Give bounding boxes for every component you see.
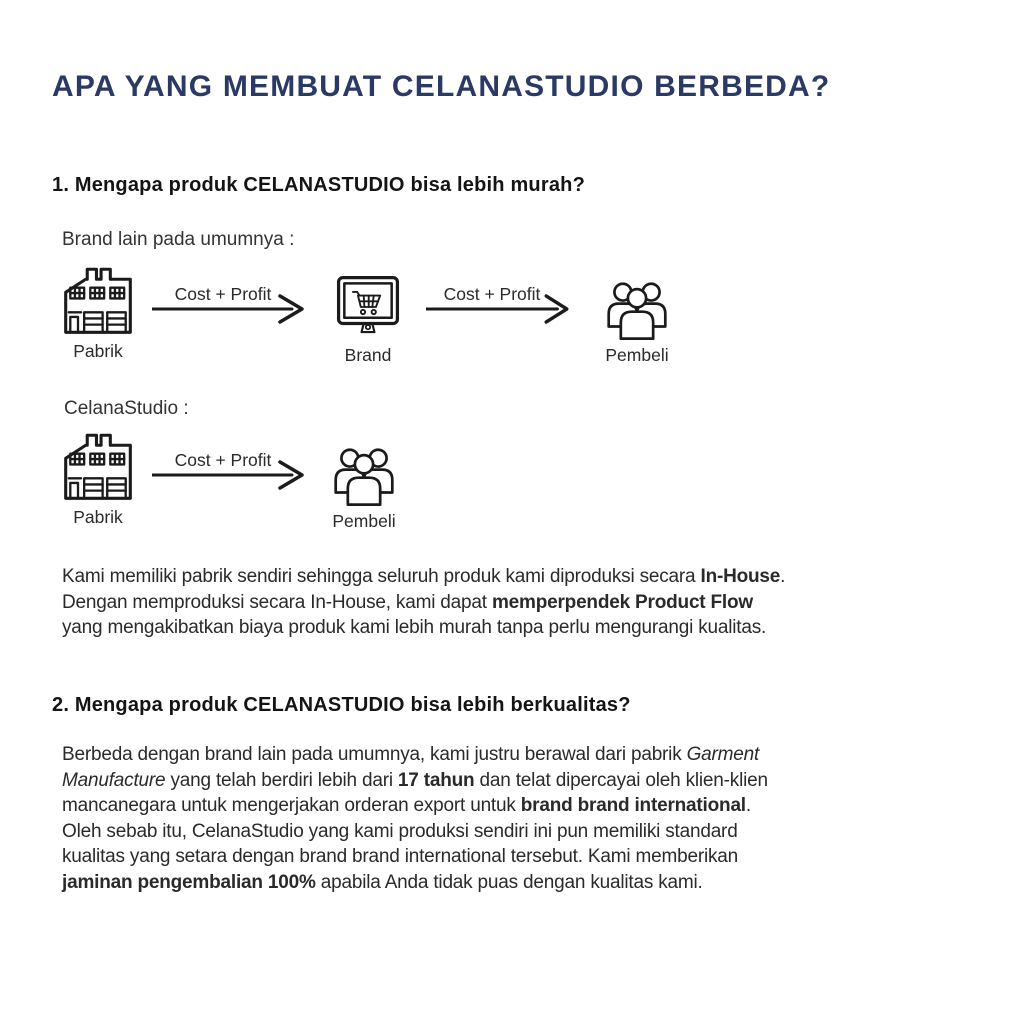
node-label-pabrik: Pabrik <box>73 507 123 527</box>
diagram1-node-pabrik <box>56 264 140 362</box>
node-label-pabrik: Pabrik <box>73 341 123 361</box>
diagram2-arrow-1 <box>152 450 316 496</box>
diagram2-caption: CelanaStudio : <box>64 398 189 419</box>
section2-paragraph: Berbeda dengan brand lain pada umumnya, kami justru berawal dari pabrik Garment Manufacture yang telah berdiri lebih dari 17 tahun dan telat dipercayai oleh klien-klien mancanegara untuk mengerjakan orderan export untuk brand brand international. Oleh sebab itu, CelanaStudio yang kami produksi sendiri ini pun memiliki standard kualitas yang setara dengan brand brand international tersebut. Kami memberikan jaminan pengembalian 100% apabila Anda tidak puas dengan kualitas kami. <box>62 744 768 893</box>
diagram1-arrow-2 <box>426 284 580 330</box>
arrow-label: Cost + Profit <box>443 284 541 304</box>
right-arrow-icon <box>152 292 316 326</box>
factory-icon <box>58 430 138 502</box>
right-arrow-icon <box>152 458 316 492</box>
arrow-label: Cost + Profit <box>174 284 272 304</box>
diagram1-node-pembeli <box>598 278 676 366</box>
right-arrow-icon <box>426 292 580 326</box>
section1-paragraph: Kami memiliki pabrik sendiri sehingga seluruh produk kami diproduksi secara In-House. Dengan memproduksi secara In-House, kami dapat memperpendek Product Flow yang mengakibatkan biaya produk kami lebih murah tanpa perlu mengurangi kualitas. <box>62 566 786 638</box>
diagram1-arrow-1 <box>152 284 316 330</box>
section2-heading: 2. Mengapa produk CELANASTUDIO bisa lebih berkualitas? <box>52 694 631 716</box>
factory-icon <box>58 264 138 336</box>
people-group-icon <box>329 444 399 506</box>
node-label-brand: Brand <box>344 345 392 365</box>
diagram2-node-pabrik <box>56 430 140 528</box>
monitor-cart-icon <box>332 274 404 340</box>
page-title: APA YANG MEMBUAT CELANASTUDIO BERBEDA? <box>52 70 831 103</box>
arrow-label: Cost + Profit <box>174 450 272 470</box>
diagram2-node-pembeli <box>325 444 403 532</box>
diagram1-node-brand <box>330 274 406 366</box>
section1-heading: 1. Mengapa produk CELANASTUDIO bisa lebih murah? <box>52 174 585 196</box>
node-label-pembeli: Pembeli <box>332 511 396 531</box>
node-label-pembeli: Pembeli <box>605 345 669 365</box>
diagram1-caption: Brand lain pada umumnya : <box>62 229 295 250</box>
people-group-icon <box>602 278 672 340</box>
